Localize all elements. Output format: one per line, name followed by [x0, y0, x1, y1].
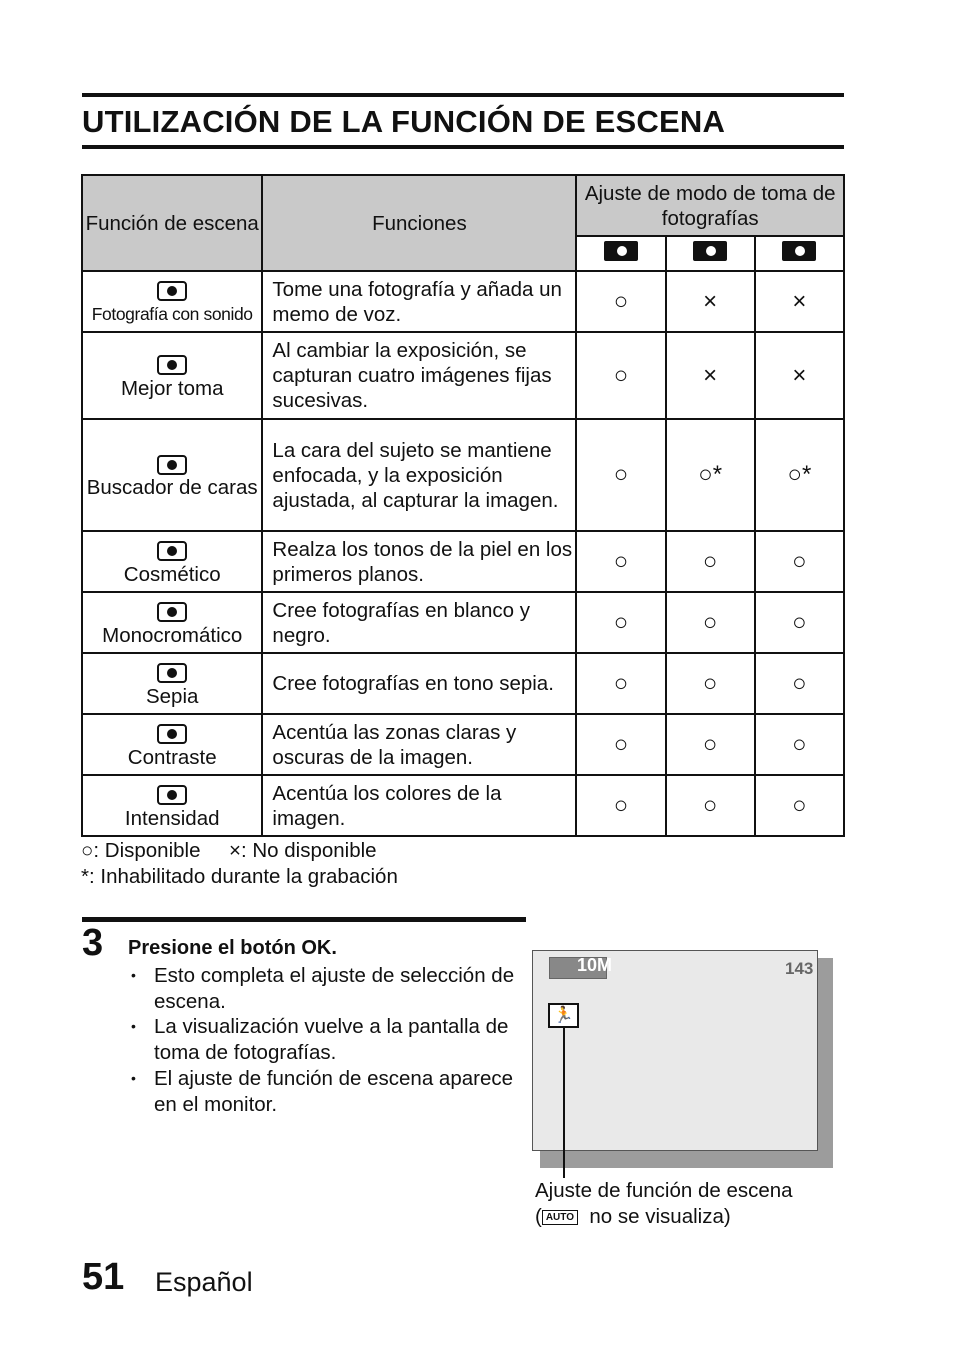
- microphone-photo-icon: [157, 281, 187, 301]
- availability-mark: ○: [613, 791, 629, 819]
- availability-mark: ○: [702, 669, 718, 697]
- availability-mark: ○*: [698, 461, 723, 488]
- availability-cell: [576, 419, 665, 531]
- availability-cell: [755, 531, 844, 592]
- availability-mark: ○: [613, 608, 629, 636]
- scene-mode-icon: 🏃: [548, 1003, 579, 1028]
- scene-description: Acentúa las zonas claras y oscuras de la imagen.: [262, 714, 576, 775]
- table-row: [82, 271, 844, 332]
- scene-function-table: [81, 174, 845, 837]
- best-shot-icon: [157, 355, 187, 375]
- bullet-item: • La visualización vuelve a la pantalla de toma de fotografías.: [128, 1014, 518, 1065]
- availability-cell: [755, 775, 844, 836]
- sepia-icon: [157, 663, 187, 683]
- scene-name: Intensidad: [124, 806, 220, 830]
- availability-mark: ×: [792, 287, 807, 315]
- table-row: [82, 332, 844, 419]
- title-bar: [82, 93, 844, 149]
- legend-available: ○: Disponible: [81, 839, 201, 862]
- scene-description: Tome una fotografía y añada un memo de voz.: [262, 271, 576, 332]
- availability-mark: ○: [792, 547, 807, 575]
- scene-cell: [82, 419, 262, 531]
- caption-line: no se visualiza): [589, 1205, 731, 1228]
- availability-mark: ○: [702, 608, 718, 636]
- scene-cell: [82, 332, 262, 419]
- face-chaser-icon: [157, 455, 187, 475]
- scene-description: La cara del sujeto se mantiene enfocada, y la exposición ajustada, al capturar la imagen.: [262, 419, 576, 531]
- caption-paren: (: [535, 1205, 542, 1228]
- header-functions: Funciones: [262, 175, 576, 271]
- monochrome-icon: [157, 602, 187, 622]
- availability-cell: [666, 714, 755, 775]
- availability-mark: ○: [702, 791, 718, 819]
- table-row: [82, 653, 844, 714]
- table-row: [82, 714, 844, 775]
- availability-cell: [576, 775, 665, 836]
- availability-cell: [755, 653, 844, 714]
- availability-cell: [576, 714, 665, 775]
- scene-description: Cree fotografías en tono sepia.: [262, 653, 576, 714]
- header-scene: Función de escena: [82, 175, 262, 271]
- legend-note: *: Inhabilitado durante la grabación: [81, 865, 398, 888]
- legend-unavailable: ×: No disponible: [228, 839, 377, 862]
- availability-mark: ×: [792, 361, 807, 389]
- scene-description: Acentúa los colores de la imagen.: [262, 775, 576, 836]
- availability-cell: [666, 271, 755, 332]
- auto-icon: AUTO: [542, 1210, 578, 1225]
- header-mode: Ajuste de modo de toma de fotografías: [576, 175, 844, 236]
- availability-mark: ○: [702, 547, 718, 575]
- page-title: UTILIZACIÓN DE LA FUNCIÓN DE ESCENA: [82, 104, 726, 139]
- availability-mark: ○: [792, 791, 807, 819]
- vivid-butterfly-icon: [157, 785, 187, 805]
- step-number: 3: [82, 922, 104, 964]
- availability-mark: ○: [792, 669, 807, 697]
- availability-mark: ○: [613, 547, 629, 575]
- availability-cell: [666, 332, 755, 419]
- legend: [81, 838, 398, 890]
- scene-name: Sepia: [145, 684, 199, 708]
- availability-cell: [755, 592, 844, 653]
- video-icon: [782, 241, 816, 261]
- scene-name: Contraste: [127, 745, 217, 769]
- scene-description: Realza los tonos de la piel en los primeros planos.: [262, 531, 576, 592]
- availability-mark: ×: [703, 287, 718, 315]
- monitor-screen: [532, 950, 818, 1151]
- scene-cell: [82, 653, 262, 714]
- image-size-label: 10M: [577, 955, 613, 975]
- availability-cell: [576, 653, 665, 714]
- step-divider: [82, 917, 526, 922]
- availability-mark: ○: [613, 669, 629, 697]
- caption-line: Ajuste de función de escena: [535, 1179, 793, 1202]
- availability-mark: ○: [613, 361, 629, 389]
- availability-cell: [666, 775, 755, 836]
- camera-icon: [604, 241, 638, 261]
- monitor-caption: [535, 1178, 793, 1230]
- availability-cell: [755, 714, 844, 775]
- availability-mark: ○: [613, 730, 629, 758]
- availability-cell: [755, 419, 844, 531]
- step-heading: Presione el botón OK.: [128, 937, 337, 959]
- availability-cell: [576, 271, 665, 332]
- bullet-item: • El ajuste de función de escena aparece en el monitor.: [128, 1066, 518, 1117]
- availability-mark: ○: [613, 461, 629, 488]
- sequential-shot-icon: [693, 241, 727, 261]
- availability-cell: [755, 271, 844, 332]
- scene-cell: [82, 531, 262, 592]
- cosmetic-icon: [157, 541, 187, 561]
- table-row: [82, 775, 844, 836]
- scene-description: Cree fotografías en blanco y negro.: [262, 592, 576, 653]
- availability-cell: [576, 592, 665, 653]
- availability-cell: [666, 419, 755, 531]
- availability-mark: ○*: [787, 461, 812, 488]
- scene-cell: [82, 271, 262, 332]
- availability-cell: [576, 332, 665, 419]
- page-language: Español: [155, 1267, 253, 1297]
- callout-line: [563, 1026, 565, 1178]
- scene-name: Buscador de caras: [86, 476, 258, 499]
- table-row: [82, 531, 844, 592]
- scene-name: Monocromático: [102, 623, 243, 647]
- availability-cell: [755, 332, 844, 419]
- availability-mark: ○: [702, 730, 718, 758]
- step-bullets: [128, 963, 518, 1117]
- availability-mark: ○: [792, 730, 807, 758]
- table-row: [82, 419, 844, 531]
- scene-cell: [82, 592, 262, 653]
- scene-cell: [82, 775, 262, 836]
- availability-mark: ○: [792, 608, 807, 636]
- shot-count: 143: [785, 959, 814, 978]
- table-row: [82, 592, 844, 653]
- scene-name: Mejor toma: [120, 376, 224, 400]
- scene-name: Fotografía con sonido: [91, 303, 253, 324]
- availability-mark: ○: [613, 287, 629, 315]
- scene-description: Al cambiar la exposición, se capturan cuatro imágenes fijas sucesivas.: [262, 332, 576, 419]
- availability-cell: [576, 531, 665, 592]
- page-number: 51: [82, 1256, 125, 1298]
- bullet-item: • Esto completa el ajuste de selección de escena.: [128, 963, 518, 1014]
- availability-mark: ×: [703, 361, 718, 389]
- scene-cell: [82, 714, 262, 775]
- availability-cell: [666, 592, 755, 653]
- availability-cell: [666, 653, 755, 714]
- scene-name: Cosmético: [123, 562, 221, 586]
- availability-cell: [666, 531, 755, 592]
- contrast-icon: [157, 724, 187, 744]
